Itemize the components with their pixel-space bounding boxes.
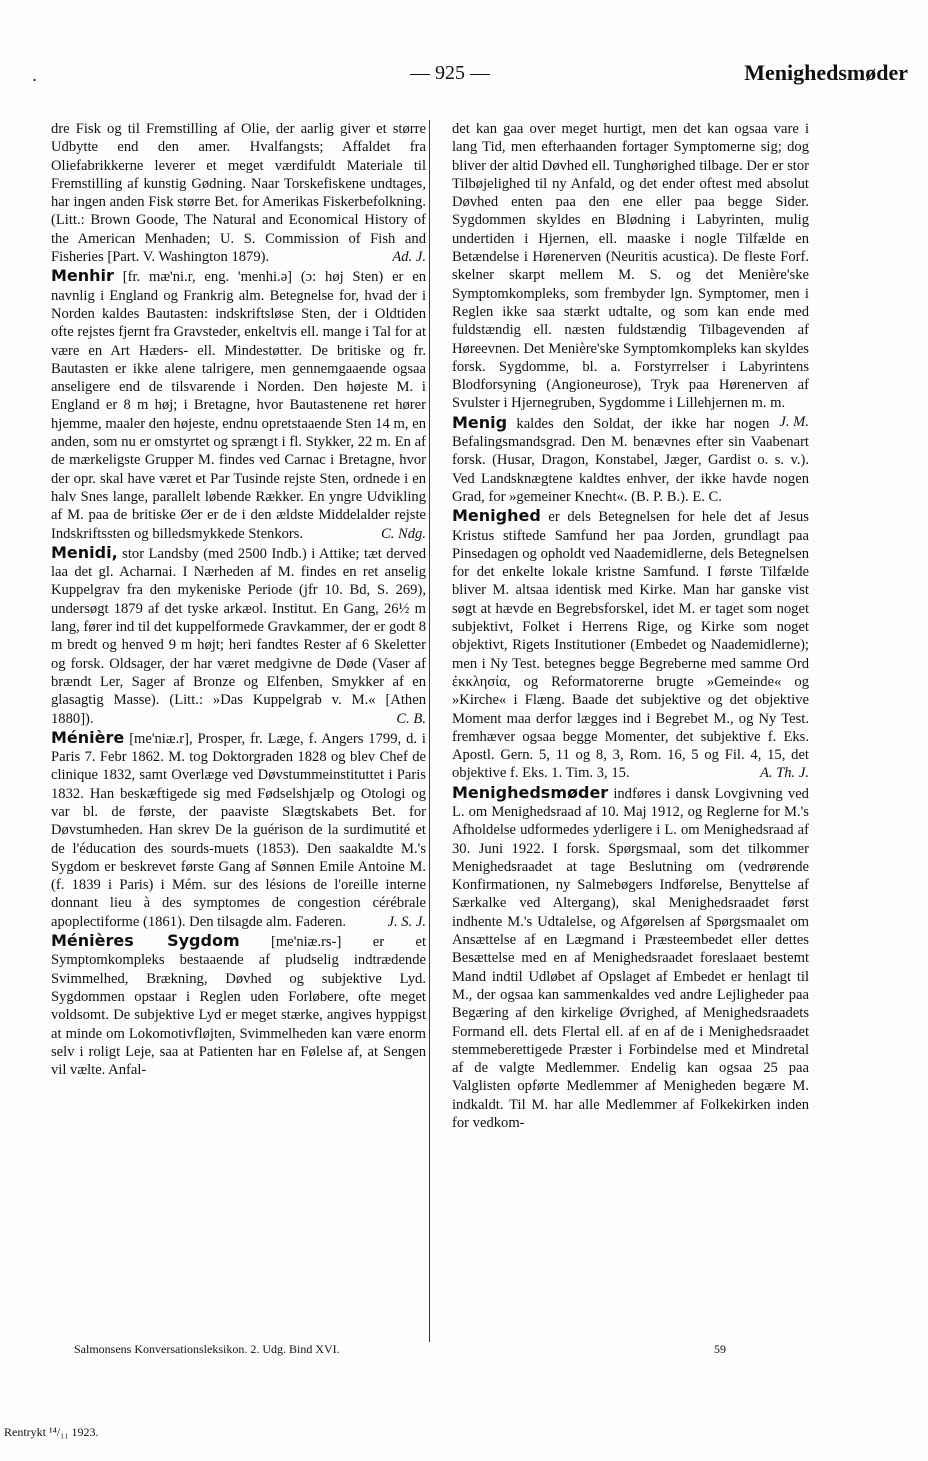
footer-sheet-number: 59 bbox=[714, 1342, 726, 1356]
entry-menighedsmoder bbox=[452, 784, 809, 1133]
page-number: — 925 — bbox=[410, 62, 490, 84]
entry-text: indføres i dansk Lovgivning ved L. om Menighedsraad af 10. Maj 1912, og Reglerne for M.'s Afholdelse udformedes yderligere i L. om Menighedsraad af 30. Juni 1922. I forsk. Spørgsmaal, som det tilkommer Menighedsraadet at tage Beslutning om (vedrørende Konfirmationen, ny Salmebøgers Indførelse, Benyttelse af Særkalke ved Altergang), skal Menighedsraadet først indhente M.'s Udtalelse, og Afgørelsen af Spørgsmaalet om Ansættelse af en Lægmand i Præsteembedet eller dettes Besættelse med en af Menighedsraadet foreslaaet bestemt Mand indtil Udløbet af Opslaget af Embedet er henlagt til M., der ogsaa kan sammenkaldes ved andre Lejligheder paa Begæring af den kirkelige Øvrighed, af Menighedsraadets Formand ell. dets Flertal ell. af en af de i Menighedsraadet stemmeberettigede Præster i Forbindelse med et Mindretal af de valgte Medlemmer. Endelig kan ogsaa 25 paa Valglisten opførte Medlemmer af Menigheden begære M. indkaldt. Til M. har alle Medlemmer af Folkekirken inden for vedkom- bbox=[452, 785, 809, 1132]
headword: Menhir bbox=[51, 266, 114, 286]
entry-text: [me'niæ.rs-] er et Symptomkompleks bestaaende af pludselig indtrædende Svimmelhed, Brækning, Døvhed og subjektive Lyd. Sygdommen opstaar i Reglen uden Forløbere, ofte meget voldsomt. De subjektive Lyd er meget stærke, angives hyppigst at minde om Lokomotivfløjten, Svimmelheden kan være enorm selv i roligt Leje, saa at Patienten har en Følelse af, at Sengen vil vælte. Anfal- bbox=[51, 934, 426, 1079]
entry-meniere bbox=[51, 729, 426, 931]
entry-continuation bbox=[51, 120, 426, 266]
footer-source: Salmonsens Konversationsleksikon. 2. Udg. Bind XVI. bbox=[74, 1342, 340, 1356]
entry-text: dre Fisk og til Fremstilling af Olie, der aarlig giver et større Udbytte end den amer. Hvalfangsts; Affaldet fra Oliefabrikkerne leverer et meget værdifuldt Materiale til Fremstilling af kunstig Gødning. Naar Torskefiskene undtages, har ingen anden Fisk større Bet. for Amerikas Fiskerbefolkning. (Litt.: Brown Goode, The Natural and Economical History of the American Menhaden; U. S. Commission of Fish and Fisheries [Part. V. Washington 1879). bbox=[51, 121, 426, 266]
entry-text: stor Landsby (med 2500 Indb.) i Attike; tæt derved laa det gl. Acharnai. I Nærheden af M. findes en ret anselig Kuppelgrav fra den mykeniske Periode (jfr 10. Bd, S. 269), undersøgt 1879 af det tyske arkæol. Institut. En Gang, 26½ m lang, fører ind til det kuppelformede Gravkammer, der er godt 8 m bredt og henved 9 m højt; heri fandtes Rester af 6 Skeletter og forsk. Oldsager, der har været medgivne de Døde (Vaser af brændt Ler, Sager af Bronze og Elfenben, Smykker af en glasagtig Masse). (Litt.: »Das Kuppelgrab v. M.« [Athen 1880]). bbox=[51, 545, 426, 727]
author-signature: J. S. J. bbox=[387, 913, 426, 930]
author-signature: J. M. bbox=[779, 413, 809, 430]
headword: Menig bbox=[452, 412, 508, 432]
headword: Menidi, bbox=[51, 542, 118, 562]
reprint-note: Rentrykt ¹⁴/₁₁ 1923. bbox=[4, 1425, 99, 1439]
author-signature: C. B. bbox=[396, 710, 426, 727]
author-signature: Ad. J. bbox=[392, 249, 426, 266]
entry-menieres-sygdom bbox=[51, 932, 426, 1079]
entry-menidi bbox=[51, 544, 426, 728]
headword: Ménières Sygdom bbox=[51, 931, 240, 951]
entry-menhir bbox=[51, 267, 426, 542]
right-column bbox=[452, 120, 809, 1132]
headword: Ménière bbox=[51, 727, 125, 747]
headword: Menighedsmøder bbox=[452, 782, 609, 802]
entry-text: [me'niæ.r], Prosper, fr. Læge, f. Angers 1799, d. i Paris 7. Febr 1862. M. tog Doktorgraden 1828 og blev Chef de clinique 1832, samt Overlæge ved Døvstummeinstituttet i Paris 1832. Han beskæftigede sig med Fødselshjælp og Otologi og var bl. de første, der paaviste Slægtskabets Bet. for Døvstumheden. Han skrev De la guérison de la surdimutité et de l'éducation des sourds-muets (1853). Den saakaldte M.'s Sygdom er beskrevet første Gang af Sønnen Emile Antoine M. (f. 1839 i Paris) i Mém. sur des lésions de l'oreille interne donnant lieu à des symptomes de congestion cérébrale apoplectiforme (1861). Den tilsagde alm. Faderen. bbox=[51, 730, 426, 930]
entry-menighed bbox=[452, 507, 809, 782]
entry-menig bbox=[452, 414, 809, 506]
entry-text: det kan gaa over meget hurtigt, men det kan ogsaa vare i lang Tid, men efterhaanden fortager Symptomerne sig; dog bliver der altid Døvhed ell. Tunghørighed tilbage. Der er stor Tilbøjelighed til ny Anfald, og det ender oftest med absolut Døvhed enten paa den ene eller paa begge Sider. Sygdommen skyldes en Blødning i Labyrinten, mulig undertiden i Hjernen, ell. maaske i nogle Tilfælde en Betændelse i Hørenerven (Neuritis acustica). De fleste Forf. skelner skarpt mellem M. S. og det Menière'ske Symptomkompleks, som frembyder lgn. Symptomer, men i Reglen ikke saa stærkt udtalte, og som kan ende med fuldstændig ell. næsten fuldstændig Tilbagevenden af Høreevnen. Det Menière'ske Symptomkompleks kan skyldes forsk. Sygdomme, bl. a. Forstyrrelser i Labyrintens Blodforsyning (Angioneurose), Tryk paa Hørenerven af Svulster i Hjernegruben, Sygdomme i Lillehjernen m. m. bbox=[452, 121, 809, 412]
header-dot: . bbox=[32, 66, 38, 85]
entry-text: er dels Betegnelsen for hele det af Jesus Kristus stiftede Samfund her paa Jorden, grundlagt paa Pinsedagen og opholdt ved Naademidlerne, dels Betegnelsen for det enkelte lokale kristne Samfund. I første Tilfælde bliver M. altsaa identisk med Kirke. Man har ganske vist søgt at hævde en Begrebsforskel, idet M. er taget som noget subjektivt, Folket i Herrens Rige, og Kirke som noget objektivt, Rigets Institutioner (Embedet og Naademidlerne); men i Ny Test. betegnes begge Begreberne med samme Ord ἐκκλησία, og Reformatorerne brugte »Gemeinde« og »Kirche« i Flæng. Baade det subjektive og det objektive Moment maa derfor lægges ind i Begrebet M., og Ny Test. fremhæver ogsaa begge Momenter, det subjektive f. Eks. Apostl. Gern. 5, 11 og 8, 3, Rom. 16, 5 og Fil. 4, 15, det objektive f. Eks. 1. Tim. 3, 15. bbox=[452, 509, 809, 782]
column-rule bbox=[429, 120, 430, 1342]
headword: Menighed bbox=[452, 506, 541, 526]
author-signature: A. Th. J. bbox=[759, 765, 809, 782]
page-header bbox=[30, 60, 910, 94]
entry-text: [fr. mæ'ni.r, eng. 'menhi.ə] (ɔ: høj Sten) er en navnlig i England og Frankrig alm. Betegnelse for, hvad der i Norden kaldes Bautasten: indskriftsløse Sten, der i Oldtiden ofte rejstes fjernt fra Gravsteder, enkeltvis ell. mange i Tal for at være en Art Hæders- ell. Mindestøtter. De britiske og fr. Bautasten er ikke alene talrigere, men gennemgaaende ogsaa anseligere end de tilsvarende i Norden. Den højeste M. i England er 8 m høj; i Bretagne, hvor Bautastenene ret hører hjemme, maaler den højeste, endnu opretstaaende Sten 14 m, en anden, som nu er omstyrtet og sprængt i fl. Stykker, 22 m. En af de mærkeligste Grupper M. findes ved Carnac i Bretagne, hvor der opr. skal have været et Par Tusinde rejste Sten, ordnede i en halv Snes lange, parallelt løbende Rækker. En yngre Udvikling af M. paa de britiske Øer er de i den ældste Middelalder rejste Indskriftssten og billedsmykkede Stenkors. bbox=[51, 269, 426, 542]
running-head: Menighedsmøder bbox=[744, 60, 908, 85]
left-column bbox=[51, 120, 426, 1079]
author-signature: C. Ndg. bbox=[380, 525, 426, 542]
entry-text: kaldes den Soldat, der ikke har nogen Befalingsmandsgrad. Den M. benævnes efter sin Vaabenart forsk. (Husar, Dragon, Konstabel, Jæger, Gardist o. s. v.). Ved Landsknægtene kaldtes enhver, der ikke havde nogen Grad, for »gemeiner Knecht«. (B. P. B.). E. C. bbox=[452, 415, 809, 505]
